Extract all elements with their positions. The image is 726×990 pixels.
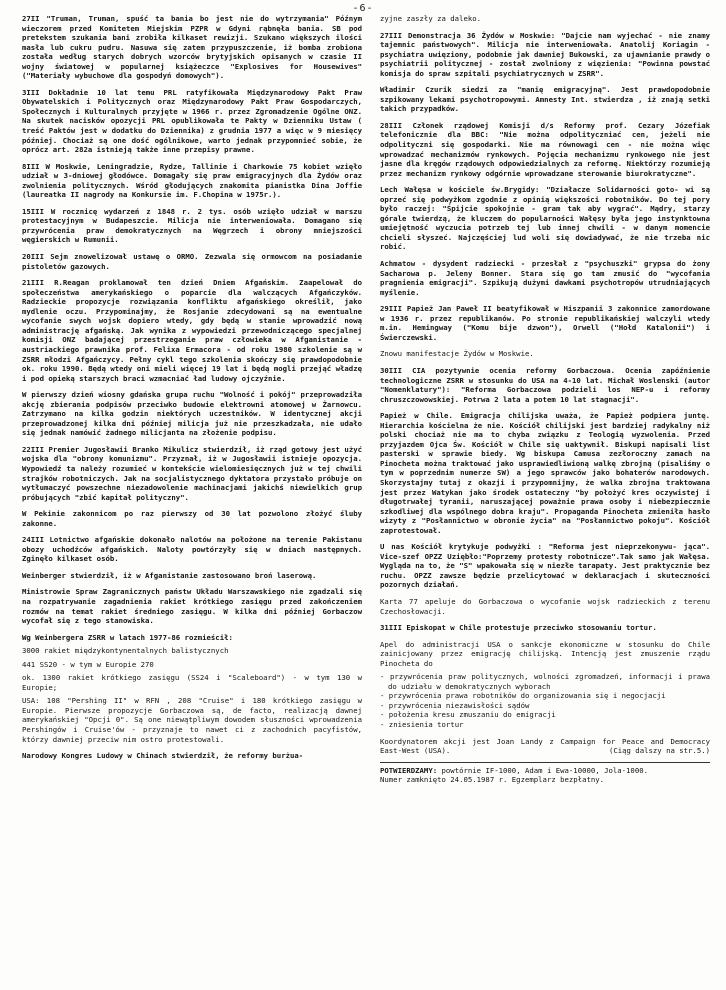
right-column: [380, 14, 710, 792]
left-paragraph-lead: Weinberger stwierdził, iż w Afganistanie zastosowano broń: [22, 570, 273, 580]
right-paragraph-lead: 31III Episkopat w Chile protestuje przeciwko stosowaniu tortur.: [380, 623, 657, 633]
left-paragraph: [22, 390, 362, 438]
right-paragraph: [380, 366, 710, 404]
left-paragraph: [22, 587, 362, 625]
left-paragraph: [22, 445, 362, 502]
left-paragraph-text: kobiet wzięło udział w 3-dniowej głodówce. Domagały się praw emigracyjnych dla Żydów oraz zwolnienia politycznych. Wśród głodujących znakomita pianistka Dina Joffie (laureatka II nagrody na Konkursie im. F.Chopina w 1975r.).: [22, 161, 362, 200]
right-paragraph-lead: Lech Wałęsa w kościele św.Brygidy: "Działacze Solidarności goto-: [380, 185, 679, 195]
confirm-lead: POTWIERDZAMY:: [380, 765, 438, 775]
left-paragraph: [22, 633, 362, 643]
left-paragraph: [22, 751, 362, 761]
left-paragraph: [22, 162, 362, 200]
right-paragraph-lead: 29III Papież Jan Paweł II beatyfikował w Hiszpanii 3 zakonnice: [380, 304, 657, 314]
list-item: - przywrócenia prawa robotników do organizowania się i negocjacji: [380, 691, 710, 701]
right-paragraph: [380, 185, 710, 252]
right-paragraph-lead: 28III Członek rządowej Komisji d/s Reformy prof. Cezary Józefiak: [380, 120, 710, 130]
right-paragraph-text: Jest prawdopodobnie szpikowany lekami psychotropowymi. Amnesty Int. stwierdza , iż znają setki takich przypadków.: [380, 85, 710, 114]
left-paragraph-lead: 22III Premier Jugosławii Branko Mikulicz stwierdził, iż rząd: [22, 444, 287, 454]
left-paragraph: [22, 88, 362, 155]
footer-confirm: [380, 766, 710, 776]
footer-divider: [380, 762, 710, 763]
right-paragraph-lead: 30III CIA pozytywnie ocenia reformy Gorbaczowa.: [380, 365, 616, 375]
left-paragraph-lead: W pierwszy dzień wiosny gdańska grupa ruchu "Wolność i pokój": [22, 390, 296, 400]
list-item: - przywrócenia praw politycznych, wolności zgromadzeń, informacji i prawa do udziału w demokratycznych wyborach: [380, 672, 710, 691]
left-paragraph-text: marszu protestacyjnym w Budapeszcie. Milicja nie interweniowała. Domagano się przywrócenia praw demokratycznych na Węgrzech i obrony mniejszości węgierskich w Rumunii.: [22, 206, 362, 245]
right-paragraph: [380, 349, 710, 359]
left-paragraph-text: zgadzali się na rozpatrywanie zagadnienia rakiet krótkiego zasięgu przed zakończeniem rozmów na temat rakiet średniego zasięgu. W kilka dni później Gorbaczow wycofał się z tego stanowiska.: [22, 587, 362, 626]
list-item: - zniesienia tortur: [380, 720, 710, 730]
right-paragraph-lead: Papież w Chile.: [380, 411, 453, 421]
right-paragraph-text: wi są oprzeć się podwyżkom zgodnie z opinią większości robotników. Do tej pory było raczej: "Śpijcie spokojnie - gram tak aby wygrać". Mądry, starzy górale twierdzą, że kluczem do popularności Wałęsy była jego instynktowna umiejętność wyczucia potrzeb tej lub innej chwili - w danym momencie chcieli słyszeć. Najczęściej lud woli się dowiadywać, że nie trzeba nic robić.: [380, 185, 710, 252]
left-paragraph-lead: 27II "Truman, Truman, spuść ta bania bo jest nie do wytrzymania": [22, 14, 329, 23]
left-paragraph-lead: 24III Lotnictwo afgańskie dokonało nalotów na położone na: [22, 535, 281, 545]
left-paragraph: [22, 14, 362, 81]
right-paragraph-text: zyjne zaszły za daleko.: [380, 14, 482, 23]
left-paragraph: [22, 278, 362, 383]
left-paragraph-text: Zaapelował do społeczeństwa amerykańskiego o poparcie dla walczących Afgańczyków. Radzieckie propozycje rozwiązania konfliktu afgańskiego określił, jako mydlenie oczu. Przypominajmy, że Rosjanie zdecydowani są na ewentualne wycofanie swych wojsk dopiero wtedy, gdy będą w stanie wprowadzić nową administrację afgańską. Jak wynika z wypowiedzi przewodniczącego specjalnej komisji ONZ badającej przestrzeganie praw człowieka w Afganistanie - austriackiego prawnika prof. Felixa Ermacora - od roku 1980 szkolenie są w ZSRR młodzi Afgańczycy. Pełny cykl tego szkolenia skończy się prawdopodobnie ok. roku 1990. Będą wtedy oni mieli więcej 19 lat i będą mogli przejąć władzę i pod opieką starszych braci wzmacniać ład ludowy ojczyźnie.: [22, 278, 362, 383]
left-paragraph-lead: 8III W Moskwie, Leningradzie, Rydze, Tallinie i Charkowie 75: [22, 161, 298, 171]
right-paragraph: [380, 85, 710, 114]
left-paragraph: [22, 696, 362, 744]
right-paragraph: [380, 259, 710, 297]
continued-note: (Ciąg dalszy na str.5.): [608, 746, 710, 756]
left-paragraph-lead: 15III W rocznicę wydarzeń z 1848 r. 2 tys. osób wzięło udział w: [22, 206, 329, 216]
left-paragraph-lead: 3III Dokładnie 10 lat temu PRL ratyfikowała Międzynarodowy Pakt: [22, 87, 336, 97]
right-paragraph: [380, 640, 710, 669]
left-column: [22, 14, 362, 768]
right-paragraph-lead: Władimir Czurik siedzi za "manię emigracyjną".: [380, 85, 611, 95]
left-paragraph: [22, 660, 362, 670]
right-paragraph: [380, 121, 710, 178]
left-paragraph-text: USA: 108 "Pershing II" w RFN , 208 "Cruise" i 180 krótkiego zasięgu w Europie. Pierwsze propozycje Gorbaczowa są, de facto, realizacją dawnej amerykańskiej "Opcji 0". Są one niewątpliwym dowodem słuszności wprowadzenia Pershingów i Cruise'ów - przyznaje to nawet ci z zachodnich pacyfistów, którzy dawniej przeciw nim ostro protestowali.: [22, 696, 362, 744]
left-paragraph-text: Zezwala się ormowcom na posiadanie pistoletów gazowych.: [22, 252, 362, 271]
left-paragraph-text: śluby zakonne.: [22, 509, 363, 528]
confirm-text: powtórnie IF-1000, Adam i Ewa-10000, Jola-1000.: [437, 765, 648, 775]
right-paragraph: [380, 597, 710, 616]
left-paragraph: [22, 252, 362, 271]
right-paragraph: [380, 623, 710, 633]
left-paragraph-text: laserową.: [272, 570, 317, 580]
right-paragraph-text: żony Sacharowa p. Jeleny Bonner. Stara się go tam zmusić do "wycofania pragnienia emigracji". Szpikują dużymi dawkami psychotropów utrudniających myślenie.: [380, 259, 710, 297]
right-paragraph-lead: U nas Kościół krytykuje podwyżki : "Reforma jest nieprzekonywu-: [380, 542, 677, 552]
left-paragraph-text: przeprowadziła akcję zbierania podpisów przeciwko budowie elektrowni atomowej w Żarnowcu. Zatrzymano na kilka godzin niektórych uczestników. W identycznej akcji przeprowadzonej kilka dni później milicja już nie przeszkadzała, nie udało się jednak namówić żadnego milicjanta na złożenie podpisu.: [22, 390, 362, 438]
page-number: -6-: [352, 3, 374, 14]
left-paragraph-lead: Narodowy Kongres Ludowy w Chinach stwierdził, że reformy burżua-: [22, 751, 304, 761]
left-paragraph-text: gotowy jest użyć wojska dla "obrony komunizmu". Przyznał, iż w Jugosławii istnieje opozycja. Wypowiedź ta należy rozumieć w kontekście wielomiesięcznych już w tej chwili strajków robotniczych. Jak na socjalistycznego dyktatora przystało próbuje on wytłumaczyć powszechne niezadowolenie machinacjami jakichś niewielkich grup próbujących "zbić kapitał polityczny".: [22, 444, 362, 502]
left-paragraph-lead: Ministrowie Spraw Zagranicznych państw Układu Warszawskiego nie: [22, 587, 304, 597]
left-paragraph-lead: 21III R.Reagan proklamował ten dzień Dniem Afgańskim.: [22, 278, 290, 288]
left-paragraph-text: ok. 1300 rakiet krótkiego zasięgu (SS24 i "Scaleboard") - w tym 130 w Europie;: [22, 673, 362, 692]
list-item: - położenia kresu zmuszaniu do emigracji: [380, 710, 710, 720]
coordinator-text: Koordynatorem akcji jest Joan Landy z Campaign for Peace and Democracy East-West (USA).: [380, 736, 710, 756]
left-paragraph: [22, 571, 362, 581]
left-paragraph-text: terenie Pakistanu obozy uchodźców afgańskich. Naloty powtórzyły się w dniach następnych. Zginęło kilkaset osób.: [22, 535, 362, 564]
left-paragraph-text: Późnym wieczorem przed Komitetem Miejskim PZPR w Gdyni rąbnęła bania. SB pod pretekstem szukania bani zrobiła kilkaset rewizji. Szukano większych ilości masła lub cukru pudru. Nasuwa się zatem przypuszczenie, iż bomba zrobiona została według starych dobrych wzorców brytyjskich opisanych w czasie II wojny światowej w popularnej książeczce "Explosives for Housewives" ("Materiały wybuchowe dla gospodyń domowych").: [22, 14, 362, 81]
right-paragraph-lead: Achmatow - dysydent radziecki - przesłał z "psychuszki" grypsa do: [380, 259, 686, 269]
left-paragraph-text: Praw Obywatelskich i Politycznych oraz Międzynarodowy Pakt Praw Gospodarczych, Społecznych i Kulturalnych przyjęte w 1966 r. przez Zgromadzenie Ogólne ONZ. Na skutek nacisków opozycji PRL opublikowała te Pakty w Dzienniku Ustaw ( treść Paktów jest w dodatku do Dziennika) z grudnia 1977 a więc w 9 miesięcy później. Chociaż są one dość ogólnikowe, warto jednak przypomnieć sobie, że oprócz art. 282a istnieją także inne przepisy prawne.: [22, 87, 363, 155]
list-item: - przywrócenia niezawisłości sądów: [380, 701, 710, 711]
left-paragraph: [22, 509, 362, 528]
right-paragraph-text: Ocenia zapóźnienie technologiczne ZSRR w stosunku do USA na 4-10 lat. Michał Woslenski (autor "Nomenklatury"): "Reforma Gorbaczowa podzieli los NEP-u i reformy chruszczowowskiej. Potrwa 2 lata a potem 10 lat stagnacji".: [380, 365, 710, 404]
right-paragraph-text: Apel do administracji USA o sankcje ekonomiczne w stosunku do Chile zainicjowany przez emigrację chilijską. Intencją jest zmuszenie rządu Pinocheta do: [380, 639, 710, 668]
right-paragraph-text: jąca". Vice-szef OPZZ Uziębło:"Poprzemy protesty robotnicze".Tak samo jak Wałęsa. Wygląda na to, że "S" wpakowała się w niezłe tarapaty. Jest praktycznie bez ruchu. OPZZ zawsze będzie przelicytować w deklaracjach i skuteczności pozornych działań.: [380, 542, 710, 590]
right-paragraph: [380, 14, 710, 24]
right-paragraph: [380, 304, 710, 342]
left-paragraph-lead: Wg Weinbergera ZSRR w latach 1977-86 rozmieścił:: [22, 632, 233, 642]
left-paragraph: [22, 207, 362, 245]
right-paragraph-text: zamordowane w 1936 r. przez republikanów. Po stronie republikańskiej walczyli wtedy m.in. Hemingway ("Komu bije dzwon"), Orwell ("Hołd Katalonii") i Świerczewski.: [380, 304, 711, 342]
left-paragraph-lead: 20III Sejm znowelizował ustawę o ORMO.: [22, 252, 199, 262]
left-paragraph-lead: W Pekinie zakonnicom po raz pierwszy od 30 lat pozwolono złożyć: [22, 509, 333, 519]
right-paragraph: [380, 31, 710, 79]
demands-list: [380, 672, 710, 729]
right-paragraph-text: - nie znamy tajemnic państwowych". Milicja nie interweniowała. Anatolij Koriagin - psychiatra uwięziony, podobnie jak dawniej Bukowski, za ujawnianie prawdy o psychiatrii politycznej - został zwolniony z więzienia: "Powinna powstać komisja do spraw szpitali psychiatrycznych w ZSRR".: [380, 30, 710, 78]
left-paragraph: [22, 535, 362, 564]
footer-closing: Numer zamknięto 24.05.1987 r. Egzemplarz bezpłatny.: [380, 775, 605, 785]
left-paragraph-text: 3000 rakiet międzykontynentalnych balistycznych: [22, 646, 229, 656]
right-paragraph-text: Znowu manifestacje Żydów w Moskwie.: [380, 349, 534, 359]
right-paragraph: [380, 411, 710, 535]
right-paragraphs: [380, 14, 710, 668]
left-paragraph: [22, 673, 362, 692]
right-paragraph-text: Emigracja chilijska uważa, że Papież podpiera juntę. Hierarchia kościelna że nie. Kościół chilijski jest bardziej radykalny niż polski chociaż nie ma to chyba związku z Teologią wyzwolenia. Przed przyjazdem Ojca Św. Kościół w Chile się uaktywnił. Biskupi napisali list pasterski w sprawie biedy. Wg biskupa Camusa zezłoroczny zamach na Pinocheta można traktować jako usprawiedliwioną walkę zbrojną (pisaliśmy o tym w poprzednim numerze SW) a jego sprawców jako bohaterów narodowych. Skorzystajmy tutaj z okazji i przypomnijmy, że walka zbrojna traktowana jest przez Watykan jako środek ostateczny "by położyć kres oczywistej i długotrwałej tyranii, naruszającej poważnie prawa osoby i niebezpiecznie szkodliwej dla wspólnego dobra kraju". Propaganda Pinocheta zmieniła hasło wizyty z "Posłannictwo w obronie życia" na "Posłannictwo pokoju". Kościół zaprotestował.: [380, 411, 710, 535]
left-paragraph: [22, 646, 362, 656]
right-paragraph: [380, 542, 710, 590]
left-paragraph-text: 441 SS20 - w tym w Europie 270: [22, 659, 154, 669]
right-paragraph-text: Karta 77 apeluje do Gorbaczowa o wycofanie wojsk radzieckich z terenu Czechosłowacji.: [380, 596, 710, 616]
right-paragraph-lead: 27III Demonstracja 36 Żydów w Moskwie: "Dajcie nam wyjechać: [380, 30, 653, 40]
coordinator-paragraph: [380, 737, 710, 756]
right-paragraph-text: telefonicznie dla BBC: "Nie można odpolityczniać cen, jeżeli nie odpolityczni się gospodarki. Nie ma równowagi cen - nie można więc wprowadzać mechanizmów rynkowych. Pojęcia mechanizmu rynkowego nie jest jasne dla kręgów rządowych odpowiedzialnych za reformę. Niektórzy rozumieją przez mechanizm rynkowy odgórnie wprowadzane sterowanie biurokratyczne".: [380, 130, 710, 178]
